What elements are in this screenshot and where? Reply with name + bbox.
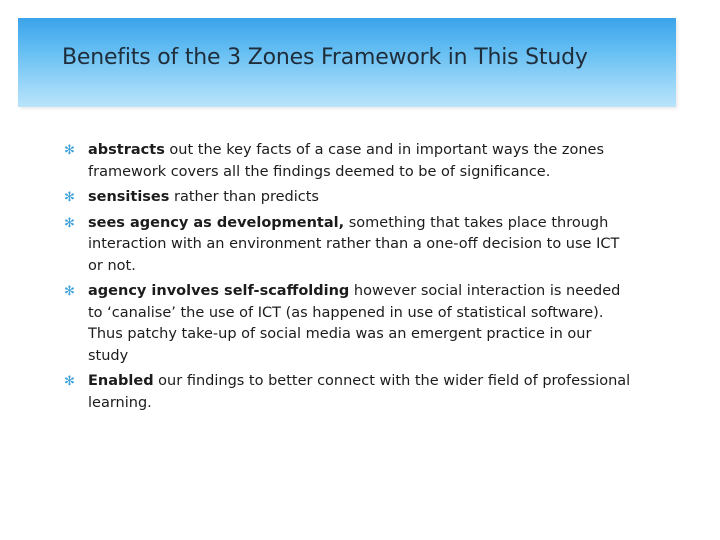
bullet-list bbox=[64, 140, 634, 418]
bullet-bold: agency involves self-scaffolding bbox=[88, 283, 350, 299]
bullet-text: our findings to better connect with the wider field of professional learning. bbox=[88, 373, 631, 411]
bullet-text: something that takes place through interaction with an environment rather than a one-off decision to use ICT or not. bbox=[88, 214, 620, 274]
asterisk-icon: ✻ bbox=[64, 143, 75, 158]
bullet-item-enabled bbox=[64, 371, 634, 414]
bullet-bold: sensitises bbox=[88, 189, 170, 205]
bullet-text: out the key facts of a case and in important ways the zones framework covers all the findings deemed to be of significance. bbox=[88, 142, 605, 180]
bullet-item-self-scaffolding bbox=[64, 281, 634, 367]
slide-title: Benefits of the 3 Zones Framework in This Study bbox=[62, 45, 588, 70]
asterisk-icon: ✻ bbox=[64, 215, 75, 231]
bullet-bold: abstracts bbox=[88, 142, 165, 158]
bullet-item-sensitises bbox=[64, 187, 634, 209]
title-banner bbox=[18, 18, 676, 107]
bullet-text: however social interaction is needed to ‘canalise’ the use of ICT (as happened in use of statistical software). Thus patchy take-up of social media was an emergent practice in our study bbox=[88, 283, 621, 364]
bullet-item-abstracts bbox=[64, 140, 634, 183]
asterisk-icon: ✻ bbox=[64, 190, 75, 205]
bullet-text: rather than predicts bbox=[169, 189, 319, 205]
bullet-item-agency-developmental bbox=[64, 213, 634, 278]
bullet-bold: sees agency as developmental, bbox=[88, 214, 345, 231]
bullet-bold: Enabled bbox=[88, 373, 154, 389]
asterisk-icon: ✻ bbox=[64, 374, 75, 389]
asterisk-icon: ✻ bbox=[64, 284, 75, 299]
